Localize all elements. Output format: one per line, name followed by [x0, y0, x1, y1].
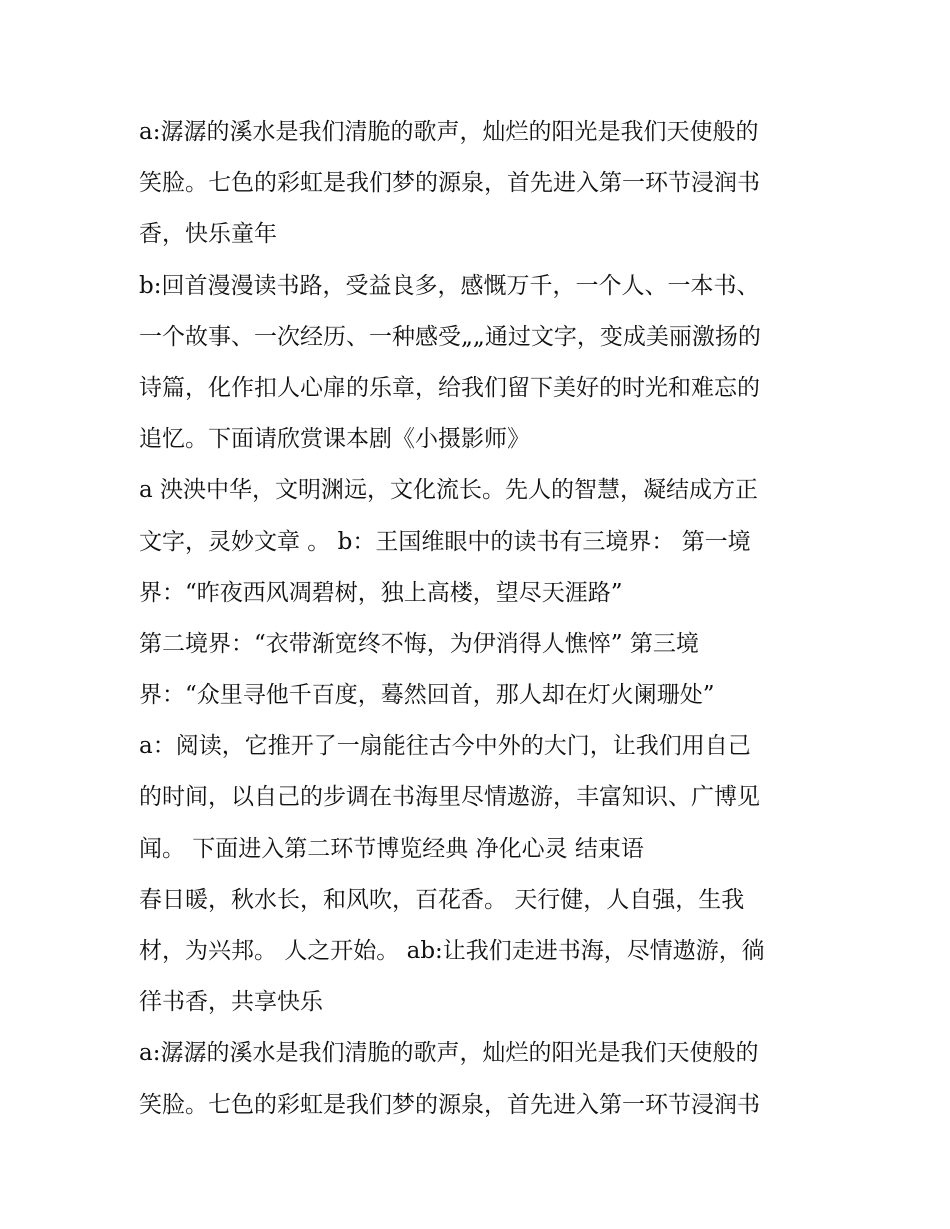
text-line: a:潺潺的溪水是我们清脆的歌声，灿烂的阳光是我们天使般的 — [139, 1040, 759, 1067]
text-line: a：阅读，它推开了一扇能往古今中外的大门，让我们用自己 — [139, 733, 751, 760]
text-line: 一个故事、一次经历、一种感受„„通过文字，变成美丽激扬的 — [139, 323, 761, 350]
text-line: 春日暖，秋水长，和风吹，百花香。 天行健，人自强，生我 — [139, 886, 745, 913]
text-line: 追忆。下面请欣赏课本剧《小摄影师》 — [139, 426, 530, 453]
text-line: b:回首漫漫读书路，受益良多，感慨万千，一个人、一本书、 — [139, 272, 760, 299]
text-line: 诗篇，化作扣人心扉的乐章，给我们留下美好的时光和难忘的 — [139, 374, 760, 401]
text-line: 笑脸。七色的彩虹是我们梦的源泉，首先进入第一环节浸润书 — [139, 170, 760, 197]
text-line: a:潺潺的溪水是我们清脆的歌声，灿烂的阳光是我们天使般的 — [139, 119, 759, 145]
text-line: 界：“众里寻他千百度，蓦然回首，那人却在灯火阑珊处” — [139, 682, 715, 709]
text-line: 笑脸。七色的彩虹是我们梦的源泉，首先进入第一环节浸润书 — [139, 1091, 760, 1118]
text-line: 第二境界：“衣带渐宽终不悔，为伊消得人憔悴” 第三境 — [139, 630, 699, 657]
text-line: 文字，灵妙文章 。 b：王国维眼中的读书有三境界： 第一境 — [139, 528, 751, 555]
text-line: 闻。 下面进入第二环节博览经典 净化心灵 结束语 — [139, 835, 644, 862]
text-line: 香，快乐童年 — [139, 221, 277, 248]
text-line: 材，为兴邦。 人之开始。 ab:让我们走进书海，尽情遨游，徜 — [139, 938, 765, 964]
text-line: 的时间，以自己的步调在书海里尽情遨游，丰富知识、广博见 — [139, 784, 760, 811]
text-line: 界：“昨夜西风凋碧树，独上高楼，望尽天涯路” — [139, 579, 623, 606]
text-line: 徉书香，共享快乐 — [139, 989, 323, 1016]
document-body — [139, 107, 819, 1131]
text-line: a 泱泱中华，文明渊远，文化流长。先人的智慧，凝结成方正 — [139, 477, 759, 504]
